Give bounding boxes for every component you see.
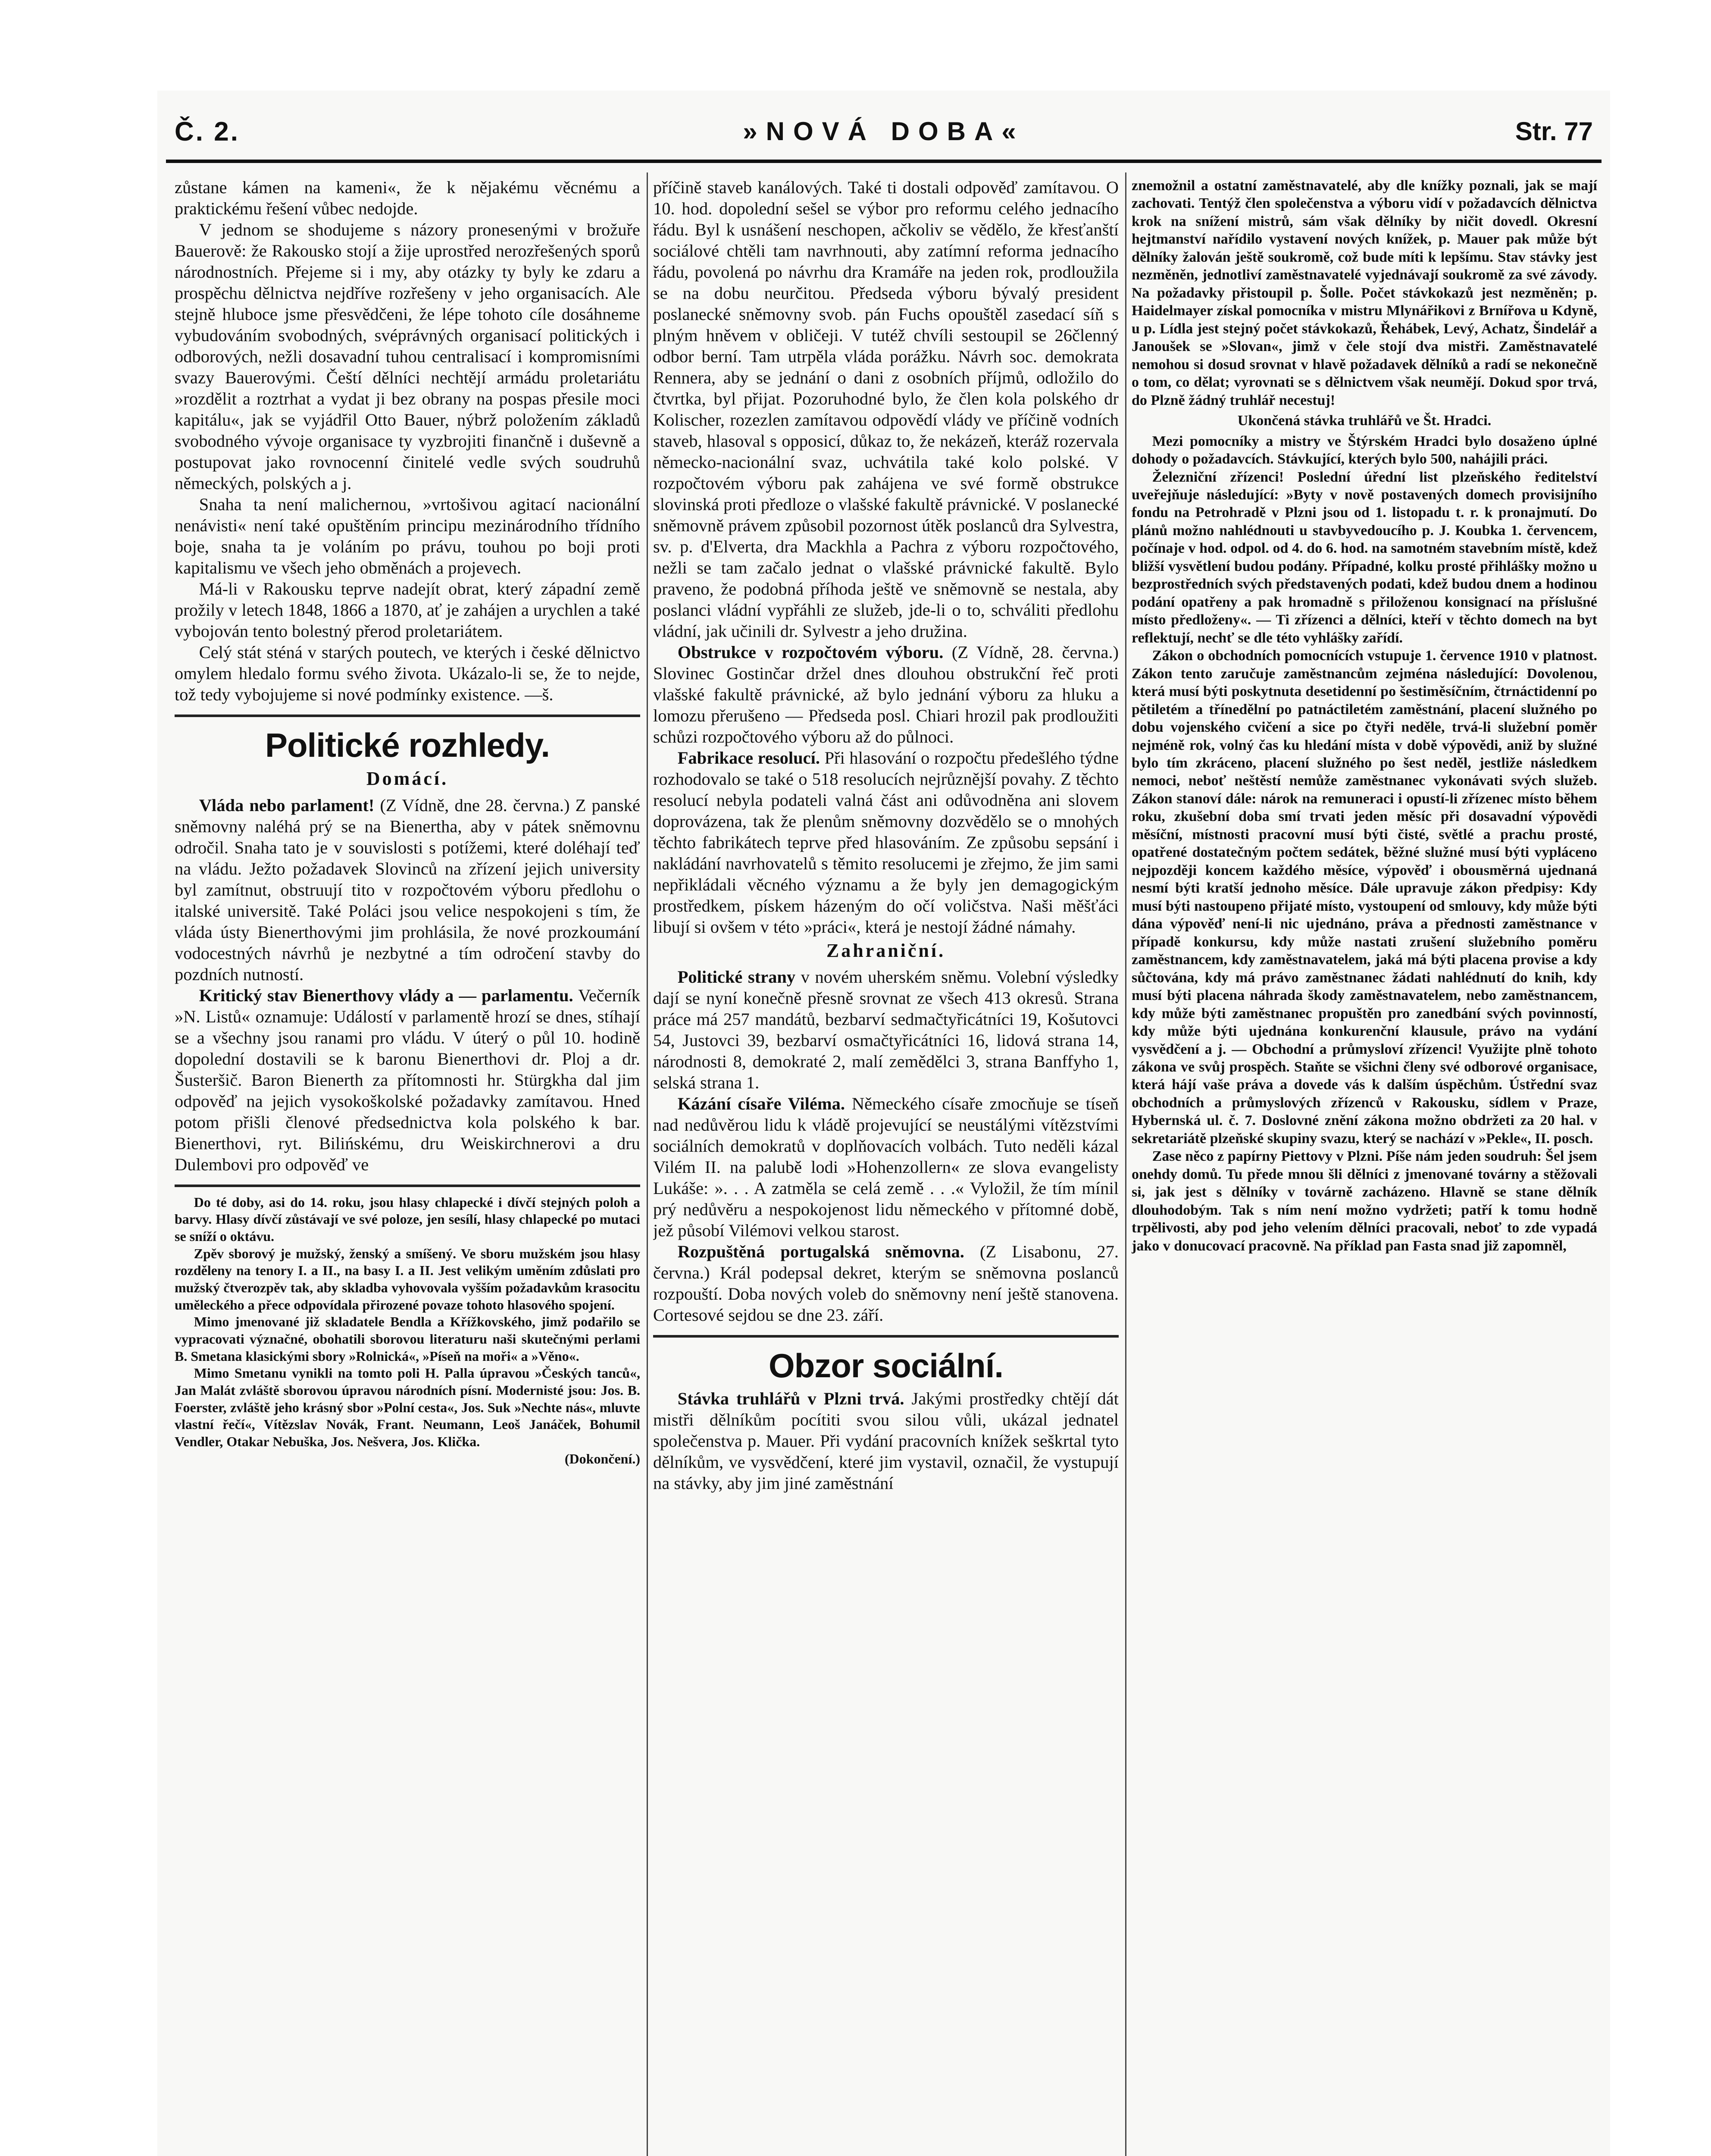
news-item: [175, 985, 640, 1175]
paragraph: V jednom se shodujeme s názory pronesenými v brožuře Bauerově: že Rakousko stojí a žije uprostřed nerozřešených sporů národnostních. Přejeme si i my, aby otázky ty byly ke zdaru a prospěchu dělnictva nejdříve rozřešeny v jeho organisacích. Ale stejně hluboce jsme přesvědčeni, že lépe tohoto cíle dosáhneme vybudováním svobodných, svéprávných organisací politických i odborových, nežli dosavadní tuhou centralisací i kompromisními svazy Bauerovými. Čeští dělníci nechtějí armádu proletariátu »rozdělit a roztrhat a vydat ji bez obrany na pospas přesile moci kapitálu«, jak se vyjádřil Otto Bauer, nýbrž položením základů svobodného vývoje organisace ty vyzbrojiti finančně i duševně a postupovat jako rovnocenní činitelé vedle svých soudruhů německých, polských a j.: [175, 220, 640, 493]
section-subheading: Domácí.: [366, 768, 449, 790]
paragraph: Do té doby, asi do 14. roku, jsou hlasy chlapecké i dívčí stejných poloh a barvy. Hlasy dívčí zůstávají ve své poloze, jen sesílí, hlasy chlapecké po mutaci se sníží o oktávu.: [175, 1194, 640, 1244]
header-rule: [166, 160, 1602, 163]
news-item: [1132, 647, 1597, 1147]
section-rule: [653, 1335, 1119, 1338]
column-3: [1132, 177, 1597, 2156]
news-item-body: Při hlasování o rozpočtu předešlého týdne rozhodovalo se také o 518 resolucích nejrůznější povahy. Z těchto resolucí nebyla podateli valná část ani odůvodněna ani slovem doprovázena, tak že plenům sněmovny dozvědělo se o mnohých těchto fabrikátech teprve před hlasováním. Ze způsobu sepsání i nakládání navrhovatelů s těmito resolucemi je zřejmo, že jim sami nepřikládali věcného významu a že byly jen demagogickým prostředkem, pískem házeným do očí voličstva. Naši měšťáci libují si ovšem v této »práci«, která je nestojí žádné námahy.: [653, 748, 1119, 937]
news-item-title: Železniční zřízenci!: [1152, 469, 1284, 485]
news-item-title: Politické strany: [677, 967, 796, 987]
newspaper-page: [157, 91, 1610, 2156]
section-rule: [175, 714, 640, 717]
paragraph: Má-li v Rakousku teprve nadejít obrat, který západní země prožily v letech 1848, 1866 a 1870, ať je zahájen a urychlen a také vybojován tento bolestný přerod proletariátem.: [175, 579, 640, 641]
column-separator: [647, 172, 648, 2156]
news-heading: Ukončená stávka truhlářů ve Št. Hradci.: [1237, 413, 1492, 429]
news-item-title: Kázání císaře Viléma.: [677, 1094, 845, 1114]
continuation-note: (Dokončení.): [564, 1451, 640, 1467]
news-item: [653, 642, 1119, 747]
news-item-body: (Z Vídně, 28. června.) Slovinec Gostinčar držel dnes dlouhou obstrukční řeč proti vlašské fakultě právnické, až bylo jednání výboru za hluku a lomozu přerušeno — Předseda posl. Chiari hrozil pak prodloužiti schůzi rozpočtového výboru až do půlnoci.: [653, 642, 1119, 746]
news-item-body: Večerník »N. Listů« oznamuje: Událostí v parlamentě hrozí se dnes, stíhají se a všechny jsou ranami pro vládu. V úterý o půl 10. hodině dopolední dostavili se k baronu Bienerthovi dr. Ploj a dr. Šusteršič. Baron Bienerth za přítomnosti hr. Stürgkha dal jim odpověď na jejich vysokoškolské požadavky zamítavou. Hned potom přišli členové předsednictva kola polského k bar. Bienerthovi, ryt. Bilińskému, dru Weiskirchnerovi a dru Dulembovi pro odpověď ve: [175, 985, 640, 1174]
paragraph: Zpěv sborový je mužský, ženský a smíšený. Ve sboru mužském jsou hlasy rozděleny na tenory I. a II., na basy I. a II. Jest velikým uměním zdůslati pro mužský čtverozpěv tak, aby skladba vyhovovala vyšším požadavkům krasocitu uměleckého a přece odpovídala přirozené povaze tohoto hlasového spojení.: [175, 1245, 640, 1313]
news-item-title: Fabrikace resolucí.: [677, 748, 820, 768]
news-item-body: Německého císaře zmocňuje se tíseň nad nedůvěrou lidu k vládě projevující se neustálými vítězstvími sociálních demokratů v doplňovacích volbách. Tuto neděli kázal Vilém II. na palubě lodi »Hohenzollern« ze slova evangelisty Lukáše: ». . . A zatměla se celá země . . .« Vyložil, že tím mínil prý nedůvěru a nespokojenost lidu německého v přítomné době, jež působí Vilémovi velkou starost.: [653, 1094, 1119, 1241]
paragraph: Mezi pomocníky a mistry ve Štýrském Hradci bylo dosaženo úplné dohody o požadavcích. Stávkující, kterých bylo 500, nahájili práci.: [1132, 433, 1597, 467]
column-1: [175, 177, 640, 2156]
news-item: [175, 795, 640, 985]
paragraph: Mimo jmenované již skladatele Bendla a Křížkovského, jimž podařilo se vypracovati význačné, obohatili sborovou literaturu naši skutečnými perlami B. Smetana klasickými sbory »Rolnická«, »Píseň na moři« a »Věno«.: [175, 1314, 640, 1364]
page-number-right: Str. 77: [1515, 117, 1593, 146]
paragraph: Snaha ta není malichernou, »vrtošivou agitací nacionální nenávisti« není také opuštěním principu mezinárodního třídního boje, snaha ta je voláním po právu, touhou po boji proti kapitalismu ve všech jeho obměnách a projevech.: [175, 495, 640, 577]
news-item: [653, 1093, 1119, 1241]
news-item-body: Píše nám jeden soudruh: Šel jsem onehdy domů. Tu přede mnou šli dělníci z jmenované továrny a stěžovali si, jak jest s dělníky v továrně zacházeno. Hlavně se stane dělník dlouhodobým. Tak s ním není možno vydržeti; patří k tomu hodně trpělivosti, aby pod jeho velením dělníci pracovali, neboť to zde vypadá jako v donucovací pracovně. Na příklad pan Fasta snad již zapomněl,: [1132, 1148, 1597, 1254]
news-item: [653, 966, 1119, 1093]
news-item-body: Poslední úřední list plzeňského ředitelství uveřejňuje následující: »Byty v nově postavených domech provisijního fondu na Petrohradě v Plzni jsou od 1. listopadu t. r. k pronajmutí. Do plánů možno nahlédnouti u stavbyvedoucího p. J. Koubka 1. červencem, počínaje v hod. odpol. od 4. do 6. hod. na samotném stavebním místě, kdež bližší vysvětlení budou podány. Případné, kolku prosté přihlášky možno u bezprostředních svých představených podati, kdež budou dnem a hodinou podání opatřeny a pak hromadně s přiloženou konsignací na příslušné místo předloženy«. — Ti zřízenci a dělníci, kteří v těchto domech na byt reflektují, nechť se dle této vyhlášky zařídí.: [1132, 469, 1597, 646]
section-subheading: Zahraniční.: [826, 940, 946, 961]
news-item: [1132, 468, 1597, 647]
news-item-title: Stávka truhlářů v Plzni trvá.: [677, 1388, 904, 1408]
paragraph: Celý stát sténá v starých poutech, ve kterých i české dělnictvo omylem hledalo formu svého života. Ukázalo-li se, že to nejde, tož tedy vybojujeme si nové podmínky existence. —š.: [175, 642, 640, 704]
news-item-body: (Z Lisabonu, 27. června.) Král podepsal dekret, kterým se sněmovna poslanců rozpouští. Doba nových voleb do sněmovny není ještě stanovena. Cortesové sejdou se dne 23. září.: [653, 1242, 1119, 1325]
section-rule: [175, 1185, 640, 1187]
paragraph: znemožnil a ostatní zaměstnavatelé, aby dle knížky poznali, jak se mají zachovati. Tentýž člen společenstva a výboru vidí v požadavcích dělnictva krok na snížení mistrů, sám však dělníky by ničit dovedl. Okresní hejtmanství nařídilo vystavení nových knížek, p. Mauer pak může být dělníky žalován ještě soukromě, což bude míti k lepšímu. Stav stávky jest nezměněn, jednotliví zaměstnavatelé vyjednávají soukromě za své závody. Na požadavky přistoupil p. Šolle. Počet stávkokazů jest nezměněn; p. Haidelmayer získal pomocníka v mistru Mlynářikovi z Brnířova u Kdyně, u p. Lídla jest stejný počet stávkokazů, Řehábek, Levý, Achatz, Šindelář a Janoušek se »Slovan«, jimž v čele stojí dva mistři. Zaměstnavatelé nemohou si dosud srovnat v hlavě požadavek dělníků a radí se nekonečně o tom, co dělat; vyrovnati se s dělnictvem však neumějí. Dokud spor trvá, do Plzně žádný truhlář necestuj!: [1132, 178, 1597, 408]
news-item-title: Obstrukce v rozpočtovém výboru.: [677, 642, 944, 662]
news-item: [653, 747, 1119, 937]
news-item-body: Zákon tento zaručuje zaměstnancům zejména následující: Dovolenou, která musí býti poskytnuta desetidenní po šestiměsíčním, čtrnáctidenní po pětiletém a třínedělní po patnáctiletém zaměstnání, placení služného po dobu vojenského cvičení a sice po čtyři neděle, trvá-li služební poměr nejméně rok, volný čas ku hledání místa v době výpovědi, aniž by služné bylo tím zkráceno, placení služného po šest neděl, jestliže následkem nemoci, neboť neštěstí nemůže zaměstnanec vykonávati svých služeb. Zákon stanoví dále: nárok na remuneraci i opustí-li zřízenec místo během roku, zkušební doba smí trvati jeden měsíc při dosavadní výpovědi měsíční, místnosti pracovní musí býti čisté, světlé a prachu prosté, opatřené dostatečným počtem sedátek, běžné služné musí býti vypláceno nejpozději koncem každého měsíce, výpověď i obousměrná ujednaná nesmí býti kratší jednoho měsíce. Dále upravuje zákon předpisy: Kdy musí býti nastoupeno přijaté místo, vystoupení od smlouvy, kdy může býti dána výpověď není-li nic ujednáno, práva a přednosti zaměstnance v případě konkursu, kdy může nastati zrušení služebního poměru zaměstnancem, kdy zaměstnavatelem, jaká má býti placena provise a kdy sůčtována, kdy má právo zaměstnanec žádati nahlédnutí do knih, kdy musí býti placena náhrada škody zaměstnavatelem, nebo zaměstnancem, kdy může býti zaměstnanec propuštěn pro zanedbání svých povinností, kdy může býti ujednána konkurenční klausule, právo na vydání vysvědčení a j. — Obchodní a průmysloví zřízenci! Využijte plně tohoto zákona ve svůj prospěch. Staňte se všichni členy své odborové organisace, která hájí vaše práva a dovede vás k dalším úspěchům. Ústřední svaz obchodních a průmyslových zřízenců v Rakousku, sídlem v Praze, Hybernská ul. č. 7. Doslovné znění zákona možno obdržeti za 20 hal. v sekretariátě plzeňské skupiny svazu, který se nachází v »Pekle«, II. posch.: [1132, 665, 1597, 1147]
news-item: [653, 1388, 1119, 1494]
news-item-title: Zase něco z papírny Piettovy v Plzni.: [1152, 1148, 1383, 1165]
masthead-title: »NOVÁ DOBA«: [743, 117, 1025, 146]
paragraph: Mimo Smetanu vynikli na tomto poli H. Palla úpravou »Českých tanců«, Jan Malát zvláště sborovou úpravou národních písní. Modernisté jsou: Jos. B. Foerster, zvláště jeho krásný sbor »Polní cesta«, Jos. Suk »Nechte nás«, mluvte vlastní řečí«, Vítězslav Novák, Frant. Neumann, Leoš Janáček, Bohumil Vendler, Otakar Nebuška, Jos. Nešvera, Jos. Klička.: [175, 1365, 640, 1450]
column-separator: [1125, 172, 1126, 2156]
news-item-body: v novém uherském sněmu. Volební výsledky dají se nyní konečně přesně srovnat ze všech 413 okresů. Strana práce má 257 mandátů, bezbarví sedmačtyřicátníci 19, Košutovci 54, Justovci 39, bezbarví osmačtyřicátníci 16, lidová strana 14, národnosti 8, demokraté 2, malí zemědělci 3, strana Banffyho 1, selská strana 1.: [653, 967, 1119, 1093]
news-item-body: Jakými prostředky chtějí dát mistři dělníkům pocítiti svou silou vůli, ukázal jednatel společenstva p. Mauer. Při vydání pracovních knížek seškrtal tyto dělníkům, ve vysvědčení, které jim vystavil, označil, že vystupují na stávky, aby jim jiné zaměstnání: [653, 1388, 1119, 1493]
news-item-title: Rozpuštěná portugalská sněmovna.: [677, 1242, 964, 1262]
news-item-body: (Z Vídně, dne 28. června.) Z panské sněmovny naléhá prý se na Bienertha, aby v pátek sněmovnu odročil. Snaha tato je v souvislosti s potížemi, které doléhají teď na vládu. Ježto požadavek Slovinců na zřízení jejich university byl zamítnut, obstruují tito v rozpočtovém výboru předlohu o italské universitě. Také Poláci jsou velice nespokojeni s tím, že vláda ústy Bienerthovými jim prohlásila, že nové prozkoumání vodocestných návrhů je nezbytné a tím odročení stavby do pozdních nutností.: [175, 795, 640, 984]
section-heading: Politické rozhledy.: [265, 726, 550, 764]
section-heading: Obzor sociální.: [768, 1347, 1004, 1385]
feuilleton: [175, 1194, 640, 1468]
paragraph: zůstane kámen na kameni«, že k nějakému věcnému a praktickému řešení vůbec nedojde.: [175, 178, 640, 218]
news-item-title: Kritický stav Bienerthovy vlády a — parlamentu.: [199, 985, 573, 1005]
column-2: [653, 177, 1119, 2156]
page-header: [157, 108, 1610, 155]
news-item-title: Zákon o obchodních pomocnících vstupuje 1. července 1910 v platnost.: [1152, 648, 1597, 664]
news-item: [1132, 1147, 1597, 1255]
news-item: [653, 1241, 1119, 1326]
news-item-title: Vláda nebo parlament!: [199, 795, 375, 815]
paragraph: příčině staveb kanálových. Také ti dostali odpověď zamítavou. O 10. hod. dopolední sešel se výbor pro reformu celého jednacího řádu. Byl k usnášení neschopen, ačkoliv se vědělo, že křesťanští sociálové chtěli tam navrhnouti, aby zatímní reforma jednacího řádu, povolená po návrhu dra Kramáře na jeden rok, prodloužila se na dobu neurčitou. Předseda výboru bývalý president poslanecké sněmovny svob. pán Fuchs opouštěl zasedací síň s plným hněvem v obličeji. V tutéž chvíli sestoupil se 26členný odbor berní. Tam utrpěla vláda porážku. Návrh soc. demokrata Rennera, aby se jednání o dani z osobních příjmů, odložilo do čtvrtka, byl přijat. Pozoruhodné bylo, že člen kola polského dr Kolischer, rozezlen zamítavou odpovědí vlády ve příčině vodních staveb, hlasoval s opposicí, důkaz to, že nekázeň, kteráž rozervala německo-nacionální svaz, uchvátila také kolo polské. V rozpočtovém výboru pak zahájena ve své formě obstrukce slovinská proti předloze o vlašské fakultě právnické. V poslanecké sněmovně právem způsobil pozornost útěk poslanců dra Sylvestra, sv. p. d'Elverta, dra Mackhla a Pachra z výboru rozpočtového, nežli se tam začalo jednat o vlašské právnické fakultě. Bylo praveno, že podobná příhoda ještě ve sněmovně se nestala, aby poslanci vládní vypřáhli ze služeb, jde-li o to, schváliti předlohu vládní, jak učinili dr. Sylvestr a jeho družina.: [653, 178, 1119, 641]
page-number-left: Č. 2.: [175, 117, 240, 147]
